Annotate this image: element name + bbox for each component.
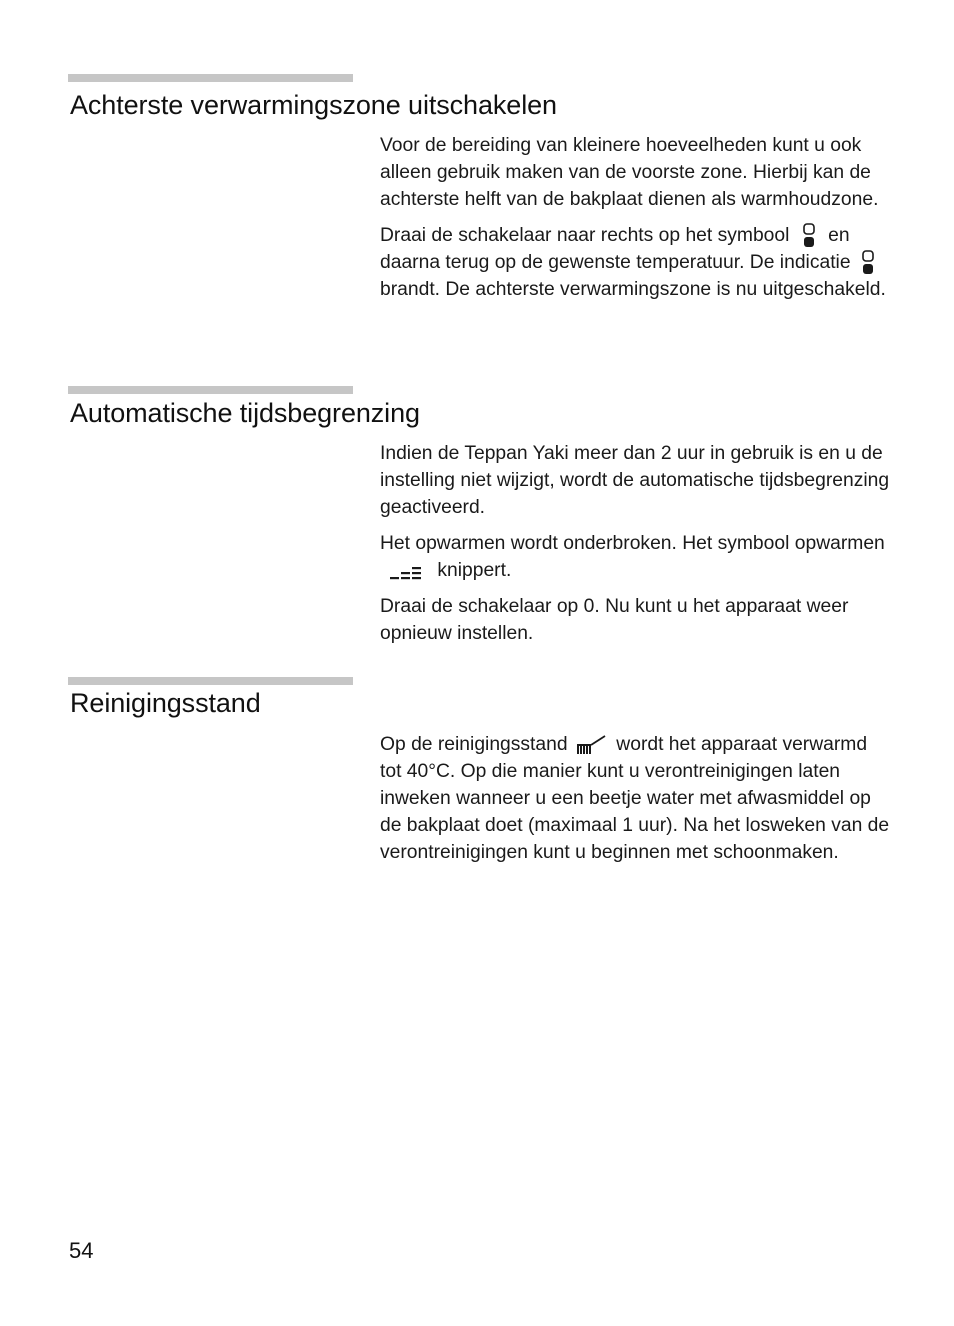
rear-zone-off-icon xyxy=(797,223,821,249)
paragraph xyxy=(380,530,890,584)
paragraph-text: brandt. De achterste verwarmingszone is nu uitgeschakeld. xyxy=(380,279,886,300)
section-heading: Reinigingsstand xyxy=(70,688,261,718)
paragraph-text: knippert. xyxy=(437,560,512,581)
paragraph xyxy=(380,222,890,303)
paragraph: Indien de Teppan Yaki meer dan 2 uur in gebruik is en u de instelling niet wijzigt, wordt de automatische tijdsbegrenzing geactiveerd. xyxy=(380,443,890,518)
section-body xyxy=(380,731,890,875)
section-heading: Achterste verwarmingszone uitschakelen xyxy=(70,90,557,120)
section-body xyxy=(380,440,890,656)
paragraph: Draai de schakelaar op 0. Nu kunt u het apparaat weer opnieuw instellen. xyxy=(380,596,849,644)
preheat-icon xyxy=(388,563,424,579)
paragraph-text: Draai de schakelaar naar rechts op het symbool xyxy=(380,225,790,246)
section-body xyxy=(380,132,890,312)
section-rule xyxy=(68,386,353,394)
page-number: 54 xyxy=(69,1238,94,1263)
paragraph-text: wordt het apparaat verwarmd tot 40°C. Op die manier kunt u verontreinigingen laten inweken wanneer u een beetje water met afwasmiddel op de bakplaat doet (maximaal 1 uur). Na het losweken van de verontreinigingen kunt u beginnen met schoonmaken. xyxy=(380,734,890,863)
rear-zone-off-icon xyxy=(858,250,878,276)
paragraph: Voor de bereiding van kleinere hoeveelheden kunt u ook alleen gebruik maken van de voorste zone. Hierbij kan de achterste helft van de bakplaat dienen als warmhoudzone. xyxy=(380,135,879,210)
paragraph-text: Op de reinigingsstand xyxy=(380,734,568,755)
section-rule xyxy=(68,74,353,82)
paragraph xyxy=(380,731,890,866)
section-rule xyxy=(68,677,353,685)
cleaning-icon xyxy=(575,734,607,756)
section-heading: Automatische tijdsbegrenzing xyxy=(70,398,420,428)
paragraph-text: en daarna terug op de gewenste temperatuur. De indicatie xyxy=(380,225,851,273)
paragraph-text: Het opwarmen wordt onderbroken. Het symbool opwarmen xyxy=(380,533,885,554)
